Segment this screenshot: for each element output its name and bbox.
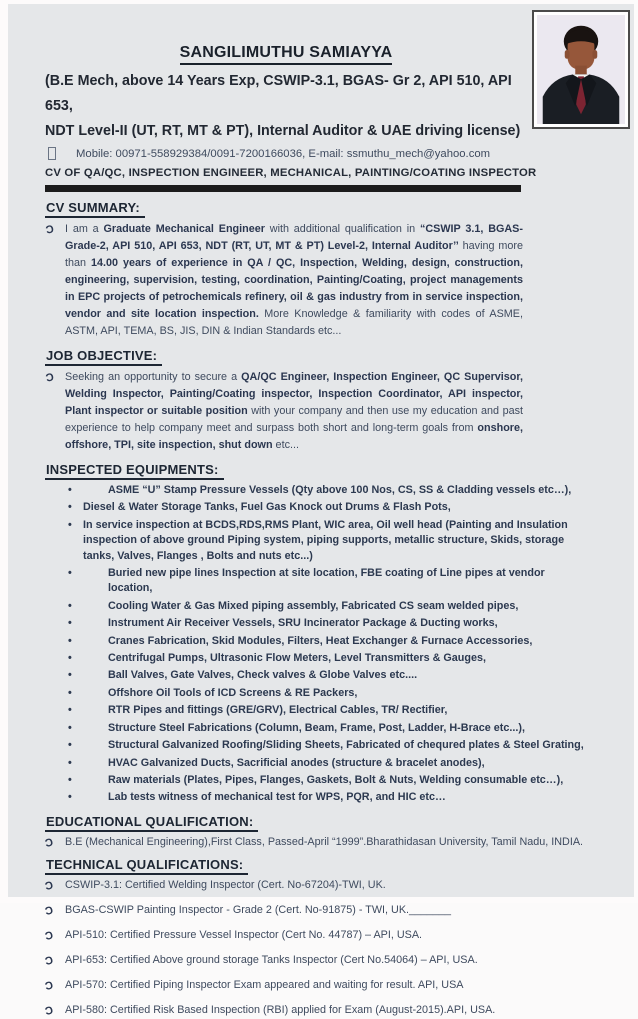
equipment-item: • Offshore Oil Tools of ICD Screens & RE Packers, <box>45 686 585 701</box>
equipment-item: • Buried new pipe lines Inspection at site location, FBE coating of Line pipes at vendor location, <box>45 566 585 597</box>
arrow-bullet-icon: Ɔ <box>43 979 55 993</box>
technical-qualifications-list <box>45 878 634 1017</box>
arrow-bullet-icon: Ɔ <box>43 1004 55 1018</box>
equipment-item: • Structural Galvanized Roofing/Sliding Sheets, Fabricated of chequred plates & Steel Grating, <box>45 738 585 753</box>
dot-bullet-icon: • <box>68 791 72 804</box>
dot-bullet-icon: • <box>68 518 72 531</box>
section-heading-technical-qualifications: TECHNICAL QUALIFICATIONS: <box>45 856 634 875</box>
job-objective-text: Seeking an opportunity to secure a QA/QC Engineer, Inspection Engineer, QC Supervisor, Welding Inspector, Painting/Coating inspector, Inspection Coordinator, API inspector, Plant inspector or suitable position with your company and then use my education and past experience to help company meet and surpass both short and long-term goals from onshore, offshore, TPI, site inspection, shut down etc... <box>65 371 523 451</box>
dot-bullet-icon: • <box>68 739 72 752</box>
technical-item: Ɔ CSWIP-3.1: Certified Welding Inspector (Cert. No-67204)-TWI, UK. <box>45 878 634 892</box>
section-heading-cv-summary: CV SUMMARY: <box>45 199 634 218</box>
dot-bullet-icon: • <box>68 652 72 665</box>
dot-bullet-icon: • <box>68 756 72 769</box>
inspected-equipments-list <box>45 483 585 806</box>
dot-bullet-icon: • <box>68 599 72 612</box>
technical-item: Ɔ API-510: Certified Pressure Vessel Inspector (Cert No. 44787) – API, USA. <box>45 928 634 942</box>
dot-bullet-icon: • <box>68 501 72 514</box>
equipment-item: • Diesel & Water Storage Tanks, Fuel Gas Knock out Drums & Flash Pots, <box>45 500 585 515</box>
dot-bullet-icon: • <box>68 484 72 496</box>
dot-bullet-icon: • <box>68 634 72 647</box>
arrow-bullet-icon: Ɔ <box>44 371 56 385</box>
arrow-bullet-icon: Ɔ <box>43 879 55 893</box>
credentials-line-1: (B.E Mech, above 14 Years Exp, CSWIP-3.1, BGAS- Gr 2, API 510, API 653, <box>45 73 512 114</box>
equipment-item: • Instrument Air Receiver Vessels, SRU Incinerator Package & Ducting works, <box>45 616 585 631</box>
cv-summary-text: I am a Graduate Mechanical Engineer with additional qualification in “CSWIP 3.1, BGAS-Grade-2, API 510, API 653, NDT (RT, UT, MT & PT) Level-2, Internal Auditor’’ having more than 14.00 years of experience in QA / QC, Inspection, Welding, design, construction, engineering, supervision, testing, coordination, Painting/Coating, project managements in EPC projects of petrochemicals refinery, oil & gas industry from in service inspection, vendor and site location inspection. More Knowledge & familiarity with codes of ASME, ASTM, API, TEMA, BS, JIS, DIN & Indian Standards etc... <box>65 223 523 337</box>
portrait-illustration <box>537 15 625 124</box>
cv-role-line: CV OF QA/QC, INSPECTION ENGINEER, MECHANICAL, PAINTING/COATING INSPECTOR <box>45 167 537 179</box>
equipment-item: • Centrifugal Pumps, Ultrasonic Flow Meters, Level Transmitters & Gauges, <box>45 651 585 666</box>
document-page <box>8 4 634 1018</box>
technical-item: Ɔ BGAS-CSWIP Painting Inspector - Grade 2 (Cert. No-91875) - TWI, UK._______ <box>45 903 634 917</box>
contact-line <box>45 147 634 160</box>
equipment-item: • Cooling Water & Gas Mixed piping assembly, Fabricated CS seam welded pipes, <box>45 599 585 614</box>
education-text: B.E (Mechanical Engineering),First Class, Passed-April “1999”.Bharathidasan University, Tamil Nadu, INDIA. <box>65 835 584 848</box>
arrow-bullet-icon: Ɔ <box>43 836 55 850</box>
equipment-item: • Cranes Fabrication, Skid Modules, Filters, Heat Exchanger & Furnace Accessories, <box>45 634 585 649</box>
dot-bullet-icon: • <box>68 617 72 630</box>
technical-item: Ɔ API-580: Certified Risk Based Inspection (RBI) applied for Exam (August-2015).API, USA. <box>45 1003 634 1017</box>
arrow-bullet-icon: Ɔ <box>44 223 56 237</box>
arrow-bullet-icon: Ɔ <box>43 929 55 943</box>
equipment-item: • Lab tests witness of mechanical test for WPS, PQR, and HIC etc… <box>45 790 585 805</box>
dot-bullet-icon: • <box>68 567 72 580</box>
arrow-bullet-icon: Ɔ <box>43 904 55 918</box>
dot-bullet-icon: • <box>68 704 72 717</box>
cv-summary-paragraph <box>45 221 523 340</box>
technical-item: Ɔ API-570: Certified Piping Inspector Exam appeared and waiting for result. API, USA <box>45 978 634 992</box>
credentials-line-2: NDT Level-II (UT, RT, MT & PT), Internal Auditor & UAE driving license) <box>45 123 521 139</box>
equipment-item: • Ball Valves, Gate Valves, Check valves & Globe Valves etc.... <box>45 668 585 683</box>
section-heading-inspected-equipments: INSPECTED EQUIPMENTS: <box>45 461 634 480</box>
dot-bullet-icon: • <box>68 721 72 734</box>
equipment-item: • Raw materials (Plates, Pipes, Flanges, Gaskets, Bolt & Nuts, Welding consumable etc…), <box>45 773 585 788</box>
dot-bullet-icon: • <box>68 686 72 699</box>
equipment-item: • ASME “U” Stamp Pressure Vessels (Qty above 100 Nos, CS, SS & Cladding vessels etc…), <box>45 483 585 498</box>
technical-item: Ɔ API-653: Certified Above ground storage Tanks Inspector (Cert No.54064) – API, USA. <box>45 953 634 967</box>
divider-bar <box>45 185 521 192</box>
phone-icon <box>48 147 56 160</box>
page-title: SANGILIMUTHU SAMIAYYA <box>180 44 393 65</box>
dot-bullet-icon: • <box>68 773 72 786</box>
profile-photo <box>532 10 630 129</box>
section-heading-job-objective: JOB OBJECTIVE: <box>45 347 634 366</box>
equipment-item: • RTR Pipes and fittings (GRE/GRV), Electrical Cables, TR/ Rectifier, <box>45 703 585 718</box>
equipment-item: • Structure Steel Fabrications (Column, Beam, Frame, Post, Ladder, H-Brace etc...), <box>45 721 585 736</box>
section-heading-educational-qualification: EDUCATIONAL QUALIFICATION: <box>45 813 634 832</box>
equipment-item: • In service inspection at BCDS,RDS,RMS Plant, WIC area, Oil well head (Painting and Insulation inspection of above ground Piping system, piping supports, metallic structure, Skids, storage tanks, Valves, Flanges , Bolts and nuts etc...) <box>45 518 585 564</box>
education-item <box>45 835 634 849</box>
arrow-bullet-icon: Ɔ <box>43 954 55 968</box>
contact-text: Mobile: 00971-558929384/0091-7200166036, E-mail: ssmuthu_mech@yahoo.com <box>76 147 491 160</box>
job-objective-paragraph <box>45 369 523 454</box>
equipment-item: • HVAC Galvanized Ducts, Sacrificial anodes (structure & bracelet anodes), <box>45 756 585 771</box>
dot-bullet-icon: • <box>68 669 72 682</box>
